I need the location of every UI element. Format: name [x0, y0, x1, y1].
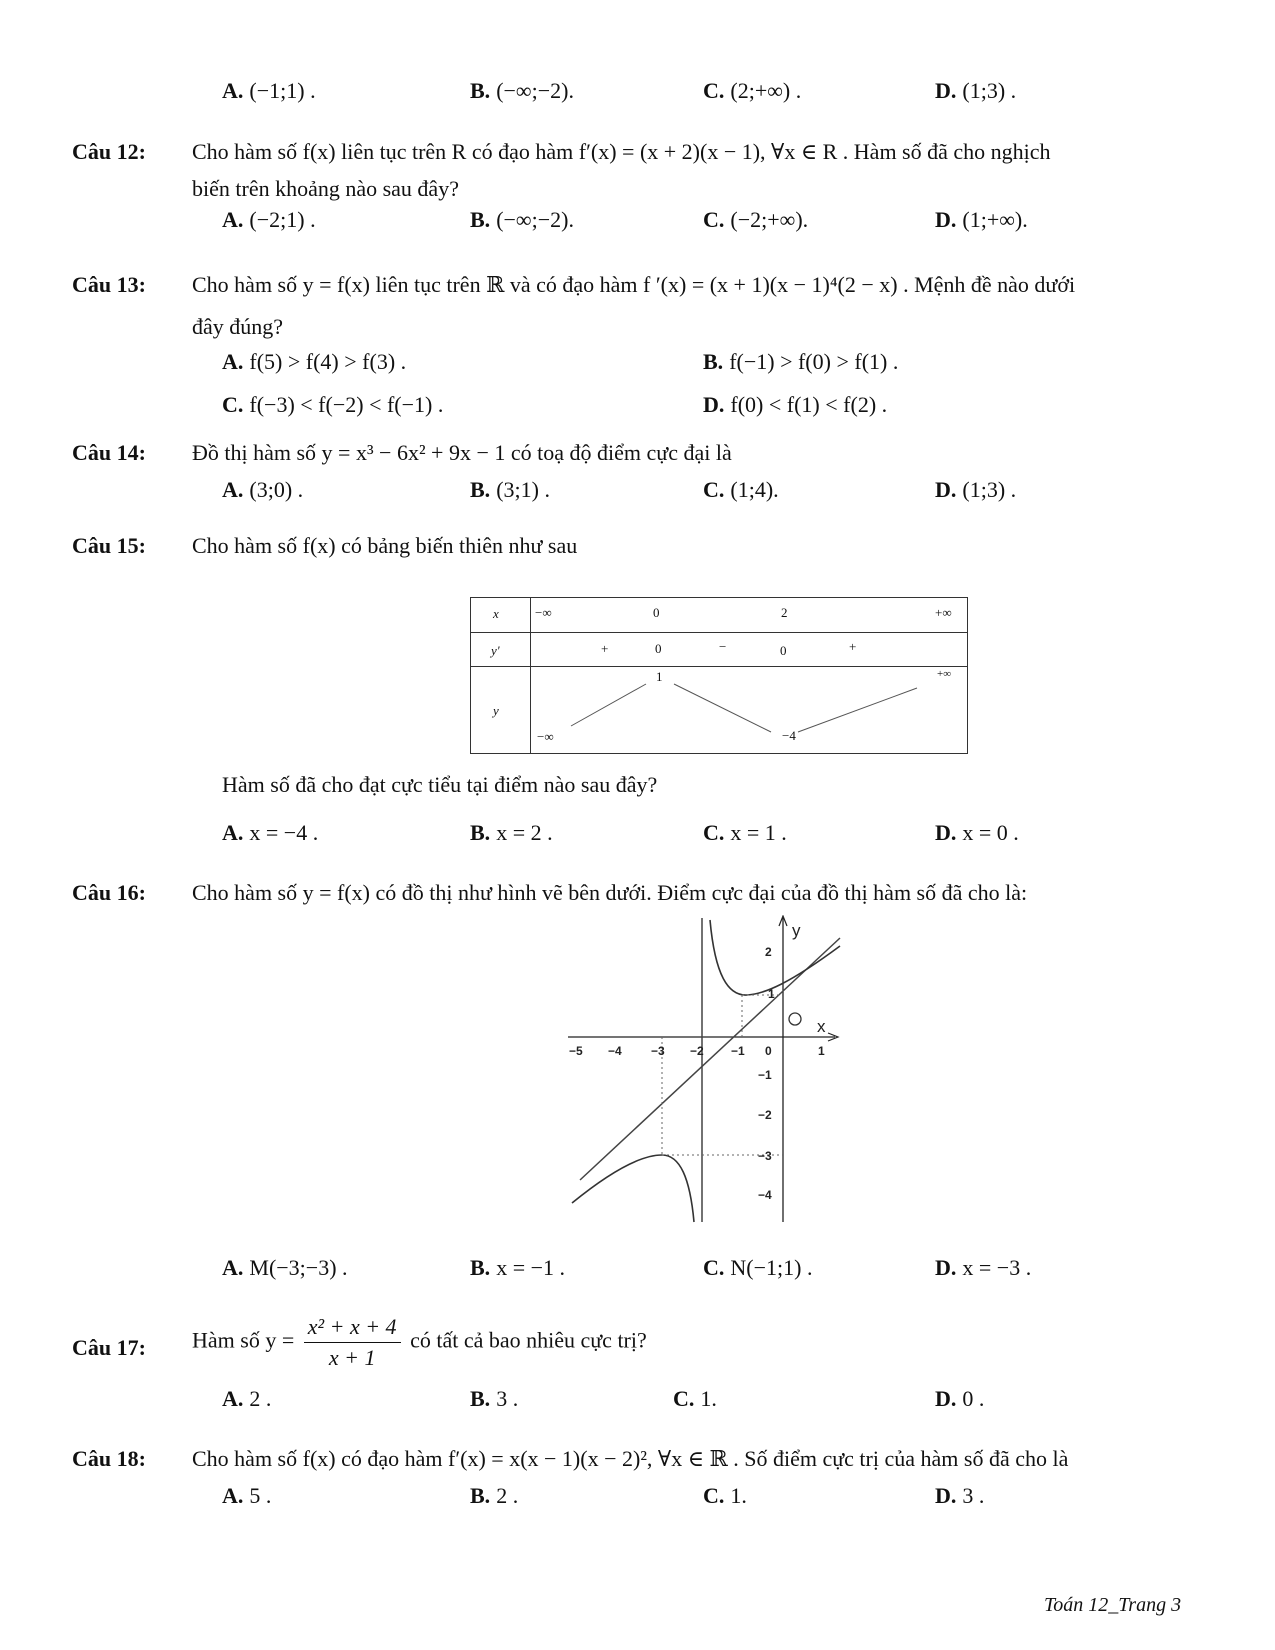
- y-tick-neg3: −3: [758, 1149, 772, 1163]
- q13-line1: Cho hàm số y = f(x) liên tục trên ℝ và có đạo hàm f ′(x) = (x + 1)(x − 1)⁴(2 − x) . Mệnh đề nào dưới: [192, 272, 1076, 297]
- q13-option-a: A. f(5) > f(4) > f(3) .: [222, 349, 407, 374]
- vt-arrow-down: [674, 684, 771, 732]
- q16-option-d: D. x = −3 .: [935, 1255, 1032, 1280]
- q18-label: Câu 18:: [72, 1446, 146, 1471]
- axis-y-label: y: [792, 921, 801, 940]
- axis-x-label: x: [817, 1017, 826, 1036]
- q12-option-d: D. (1;+∞).: [935, 207, 1028, 232]
- y-tick-2: 2: [765, 945, 772, 959]
- q12-option-b: B. (−∞;−2).: [470, 207, 574, 232]
- q14-option-d: D. (1;3) .: [935, 477, 1017, 502]
- vt-arrow-up-2: [798, 688, 917, 732]
- q15-option-b: B. x = 2 .: [470, 820, 553, 845]
- q11-option-d: D. (1;3) .: [935, 78, 1017, 103]
- q17-post: có tất cả bao nhiêu cực trị?: [410, 1327, 647, 1353]
- q11-option-b: B. (−∞;−2).: [470, 78, 574, 103]
- q15-question: Hàm số đã cho đạt cực tiểu tại điểm nào sau đây?: [222, 772, 658, 797]
- vt-y-1: 1: [656, 669, 663, 684]
- q16-line1: Cho hàm số y = f(x) có đồ thị như hình vẽ bên dưới. Điểm cực đại của đồ thị hàm số đã cho là:: [192, 880, 1028, 905]
- q13-label: Câu 13:: [72, 272, 146, 297]
- q17-fraction: [304, 1314, 401, 1371]
- q12-option-c: C. (−2;+∞).: [703, 207, 809, 232]
- x-tick-neg4: −4: [608, 1044, 622, 1058]
- q13-option-c: C. f(−3) < f(−2) < f(−1) .: [222, 392, 444, 417]
- q12-line2: biến trên khoảng nào sau đây?: [192, 176, 459, 201]
- y-tick-neg2: −2: [758, 1108, 772, 1122]
- x-tick-neg1: −1: [731, 1044, 745, 1058]
- q13-line2: đây đúng?: [192, 314, 284, 339]
- q16-label: Câu 16:: [72, 880, 146, 905]
- vt-x-pos-inf: +∞: [935, 605, 952, 620]
- vt-yprime-label: y': [491, 643, 500, 658]
- q15-label: Câu 15:: [72, 533, 146, 558]
- q17-option-a: A. 2 .: [222, 1386, 272, 1411]
- q14-option-b: B. (3;1) .: [470, 477, 550, 502]
- oblique-asymptote: [580, 938, 840, 1180]
- x-tick-neg3: −3: [651, 1044, 665, 1058]
- q14-option-c: C. (1;4).: [703, 477, 779, 502]
- q11-option-c: C. (2;+∞) .: [703, 78, 802, 103]
- q12-option-a: A. (−2;1) .: [222, 207, 316, 232]
- vt-y-neg-4: −4: [782, 728, 796, 743]
- vt-x-2: 2: [781, 605, 788, 620]
- q12-label: Câu 12:: [72, 139, 146, 164]
- q17-pre: Hàm số y =: [192, 1327, 295, 1353]
- q15-option-c: C. x = 1 .: [703, 820, 787, 845]
- x-tick-1: 1: [818, 1044, 825, 1058]
- q16-option-a: A. M(−3;−3) .: [222, 1255, 348, 1280]
- q14-option-a: A. (3;0) .: [222, 477, 304, 502]
- q18-line1: Cho hàm số f(x) có đạo hàm f′(x) = x(x − 1)(x − 2)², ∀x ∈ ℝ . Số điểm cực trị của hàm số đã cho là: [192, 1446, 1069, 1471]
- q11-option-a: A. (−1;1) .: [222, 78, 316, 103]
- q17-statement: [192, 1314, 647, 1371]
- vt-yp-plus-2: +: [849, 639, 857, 654]
- curve-left-branch: [572, 1155, 694, 1222]
- q17-label: Câu 17:: [72, 1335, 146, 1360]
- q15-option-d: D. x = 0 .: [935, 820, 1019, 845]
- curve-right-branch: [710, 920, 840, 995]
- q15-line1: Cho hàm số f(x) có bảng biến thiên như sau: [192, 533, 578, 558]
- q17-denominator: x + 1: [328, 1345, 376, 1370]
- y-tick-neg1: −1: [758, 1068, 772, 1082]
- y-tick-neg4: −4: [758, 1188, 772, 1202]
- vt-y-pos-inf: +∞: [937, 668, 952, 680]
- vt-yp-zero-2: 0: [780, 643, 787, 658]
- vt-yp-zero-1: 0: [655, 641, 662, 656]
- page-footer: Toán 12_Trang 3: [1044, 1594, 1182, 1616]
- q18-option-b: B. 2 .: [470, 1483, 519, 1508]
- function-graph: [560, 915, 850, 1225]
- vt-arrow-up-1: [571, 684, 646, 726]
- q18-option-c: C. 1.: [703, 1483, 747, 1508]
- y-tick-1: 1: [768, 987, 775, 1001]
- vt-y-label: y: [493, 703, 499, 718]
- q12-line1: Cho hàm số f(x) liên tục trên R có đạo hàm f′(x) = (x + 2)(x − 1), ∀x ∈ R . Hàm số đã cho nghịch: [192, 139, 1051, 164]
- vt-x-neg-inf: −∞: [535, 605, 552, 620]
- q17-numerator: x² + x + 4: [304, 1314, 401, 1343]
- vt-y-neg-inf: −∞: [537, 729, 554, 744]
- q17-option-b: B. 3 .: [470, 1386, 519, 1411]
- vt-x-label: x: [493, 606, 499, 621]
- q16-option-c: C. N(−1;1) .: [703, 1255, 813, 1280]
- origin-marker: [789, 1013, 801, 1025]
- variation-table: [470, 597, 968, 754]
- q17-option-c: C. 1.: [673, 1386, 717, 1411]
- vt-arrows: [471, 598, 969, 755]
- q16-option-b: B. x = −1 .: [470, 1255, 566, 1280]
- q13-option-d: D. f(0) < f(1) < f(2) .: [703, 392, 888, 417]
- q17-option-d: D. 0 .: [935, 1386, 985, 1411]
- q13-option-b: B. f(−1) > f(0) > f(1) .: [703, 349, 899, 374]
- q15-option-a: A. x = −4 .: [222, 820, 319, 845]
- q18-option-d: D. 3 .: [935, 1483, 985, 1508]
- vt-yp-minus: −: [719, 639, 727, 654]
- q18-option-a: A. 5 .: [222, 1483, 272, 1508]
- q14-line1: Đồ thị hàm số y = x³ − 6x² + 9x − 1 có toạ độ điểm cực đại là: [192, 440, 732, 465]
- vt-x-0: 0: [653, 605, 660, 620]
- x-tick-0: 0: [765, 1044, 772, 1058]
- q14-label: Câu 14:: [72, 440, 146, 465]
- vt-yp-plus-1: +: [601, 641, 609, 656]
- x-tick-neg2: −2: [690, 1044, 704, 1058]
- x-tick-neg5: −5: [569, 1044, 583, 1058]
